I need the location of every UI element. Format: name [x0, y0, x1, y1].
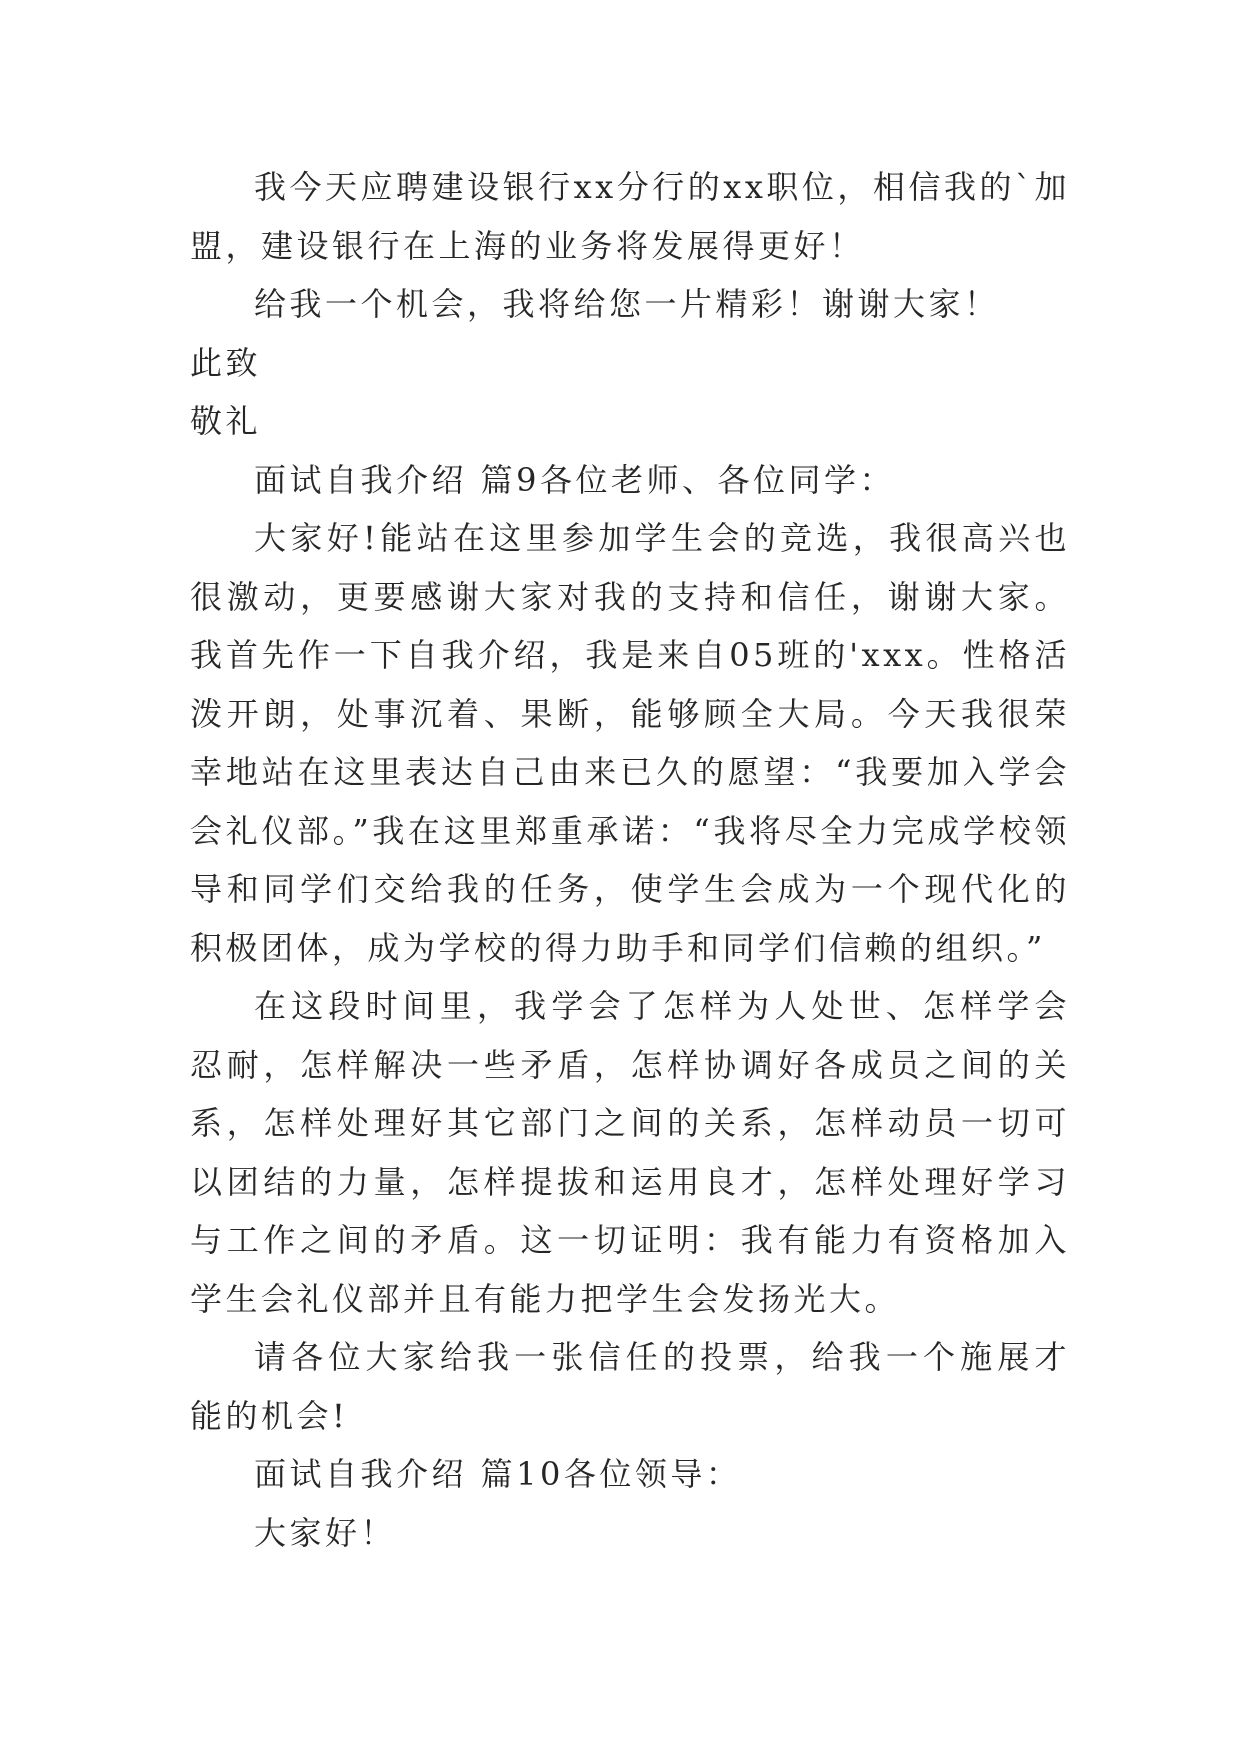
paragraph-self-introduction: 大家好!能站在这里参加学生会的竞选，我很高兴也很激动，更要感谢大家对我的支持和信任，谢谢大家。我首先作一下自我介绍，我是来自05班的'xxx。性格活泼开朗，处事沉着、果断，能够顾全大局。今天我很荣幸地站在这里表达自己由来已久的愿望：“我要加入学会会礼仪部。”我在这里郑重承诺：“我将尽全力完成学校领导和同学们交给我的任务，使学生会成为一个现代化的积极团体，成为学校的得力助手和同学们信赖的组织。” [190, 519, 1070, 967]
section-heading-10: 面试自我介绍 篇10各位领导： [254, 1455, 742, 1493]
document-body [190, 158, 1070, 1562]
paragraph-application-statement: 我今天应聘建设银行xx分行的xx职位，相信我的`加盟，建设银行在上海的业务将发展得更好！ [190, 168, 1070, 265]
closing-salutation-1: 此致 [190, 343, 262, 382]
paragraph-experience: 在这段时间里，我学会了怎样为人处世、怎样学会忍耐，怎样解决一些矛盾，怎样协调好各成员之间的关系，怎样处理好其它部门之间的关系，怎样动员一切可以团结的力量，怎样提拔和运用良才，怎样处理好学习与工作之间的矛盾。这一切证明：我有能力有资格加入学生会礼仪部并且有能力把学生会发扬光大。 [190, 987, 1070, 1318]
paragraph-closing-thanks: 给我一个机会，我将给您一片精彩！谢谢大家！ [254, 285, 1000, 323]
section-heading-9: 面试自我介绍 篇9各位老师、各位同学： [254, 460, 896, 499]
closing-salutation-2: 敬礼 [190, 402, 262, 440]
paragraph-greeting: 大家好！ [254, 1513, 397, 1552]
paragraph-vote-request: 请各位大家给我一张信任的投票，给我一个施展才能的机会! [190, 1338, 1070, 1435]
